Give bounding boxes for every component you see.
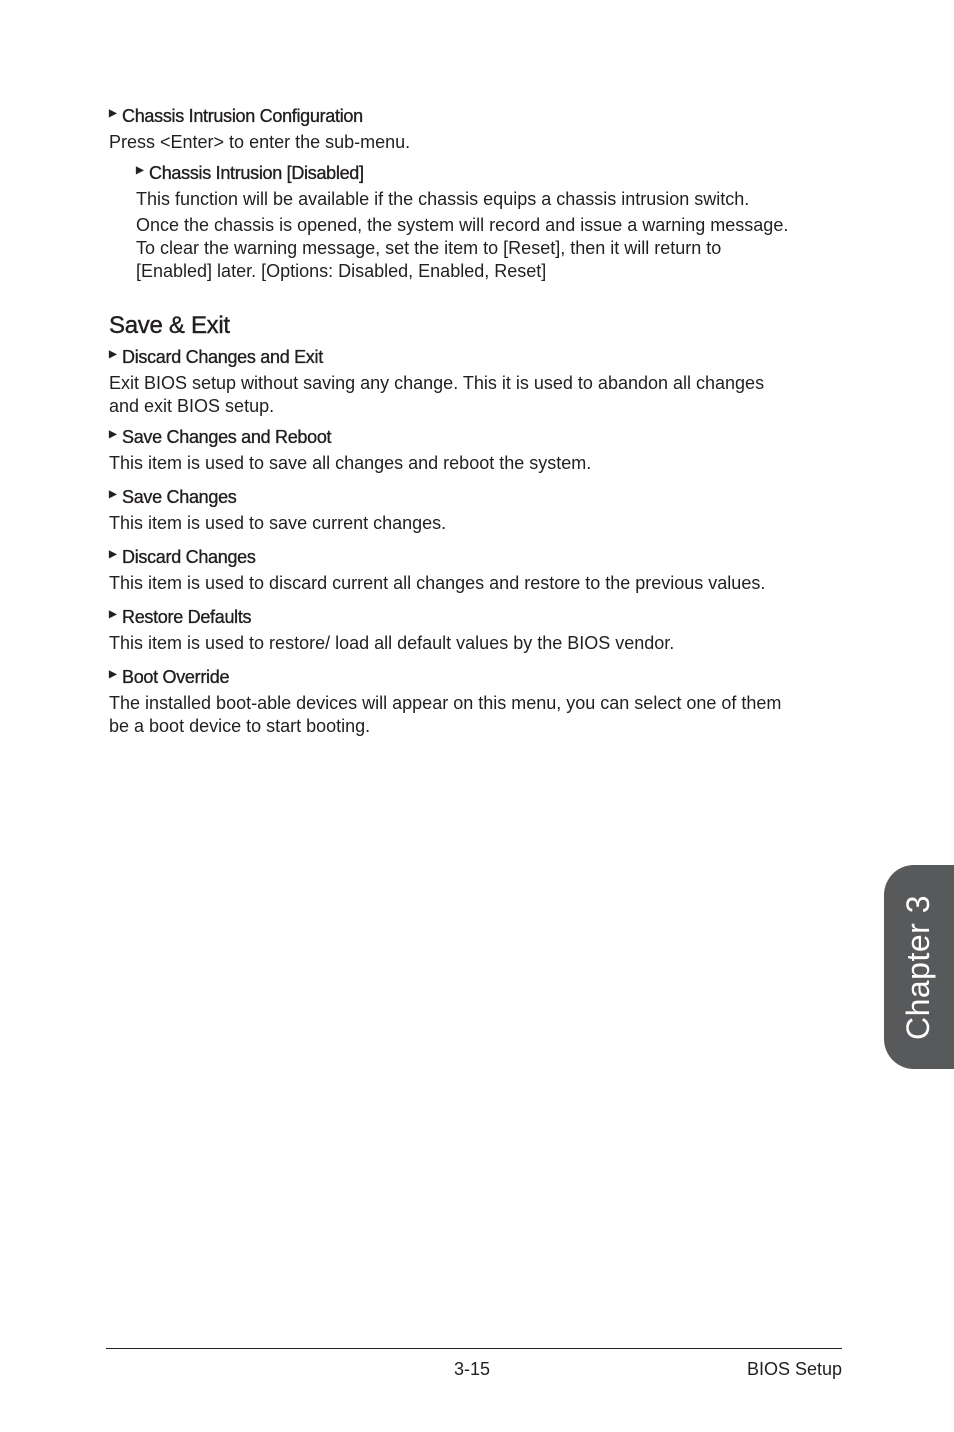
chapter-tab: [884, 865, 954, 1069]
item-description-line: This item is used to discard current all changes and restore to the previous values.: [109, 573, 766, 593]
item-description-line: This item is used to save current changes.: [109, 513, 447, 533]
triangle-right-icon: ▶: [109, 489, 117, 500]
triangle-right-icon: ▶: [109, 429, 117, 440]
item-description-line: be a boot device to start booting.: [109, 716, 371, 736]
item-title-discard-changes: [109, 545, 844, 569]
item-description-line: Exit BIOS setup without saving any change. This it is used to abandon all changes: [109, 373, 765, 393]
item-description-line: Once the chassis is opened, the system will record and issue a warning message.: [136, 215, 789, 235]
item-title-save-changes-and-reboot: [109, 425, 844, 449]
item-title-text: Discard Changes: [122, 547, 256, 567]
item-title-text: Chassis Intrusion Configuration: [122, 106, 363, 126]
item-description: Press <Enter> to enter the sub-menu.: [109, 132, 411, 152]
triangle-right-icon: ▶: [109, 669, 117, 680]
footer-section-label: BIOS Setup: [746, 1359, 842, 1379]
item-title-discard-changes-and-exit: [109, 345, 844, 369]
item-title-boot-override: [109, 665, 844, 689]
item-title-save-changes: [109, 485, 844, 509]
item-title-text: Save Changes and Reboot: [122, 427, 332, 447]
item-title-text: Chassis Intrusion [Disabled]: [149, 163, 364, 183]
triangle-right-icon: ▶: [109, 108, 117, 119]
item-description: This function will be available if the chassis equips a chassis intrusion switch.: [136, 189, 750, 209]
item-title-chassis-intrusion-configuration: [109, 104, 844, 128]
item-description-line: and exit BIOS setup.: [109, 396, 275, 416]
footer-divider: [106, 1348, 842, 1349]
item-description-line: This item is used to restore/ load all default values by the BIOS vendor.: [109, 633, 675, 653]
chapter-tab-label: Chapter 3: [900, 894, 937, 1040]
triangle-right-icon: ▶: [109, 609, 117, 620]
sub-item-block: [136, 154, 844, 283]
item-title-text: Discard Changes and Exit: [122, 347, 323, 367]
item-title-text: Boot Override: [122, 667, 230, 687]
item-title-text: Save Changes: [122, 487, 237, 507]
item-title-chassis-intrusion: [136, 161, 844, 185]
triangle-right-icon: ▶: [109, 349, 117, 360]
triangle-right-icon: ▶: [109, 549, 117, 560]
item-title-restore-defaults: [109, 605, 844, 629]
item-description-line: To clear the warning message, set the item to [Reset], then it will return to: [136, 238, 722, 258]
item-description-line: [Enabled] later. [Options: Disabled, Enabled, Reset]: [136, 261, 547, 281]
item-description-line: This item is used to save all changes and reboot the system.: [109, 453, 592, 473]
page-number: 3-15: [454, 1359, 491, 1379]
triangle-right-icon: ▶: [136, 165, 144, 176]
item-title-text: Restore Defaults: [122, 607, 252, 627]
item-description-line: The installed boot-able devices will appear on this menu, you can select one of them: [109, 693, 782, 713]
section-heading-save-exit: Save & Exit: [109, 312, 230, 339]
page-content: [109, 104, 844, 738]
